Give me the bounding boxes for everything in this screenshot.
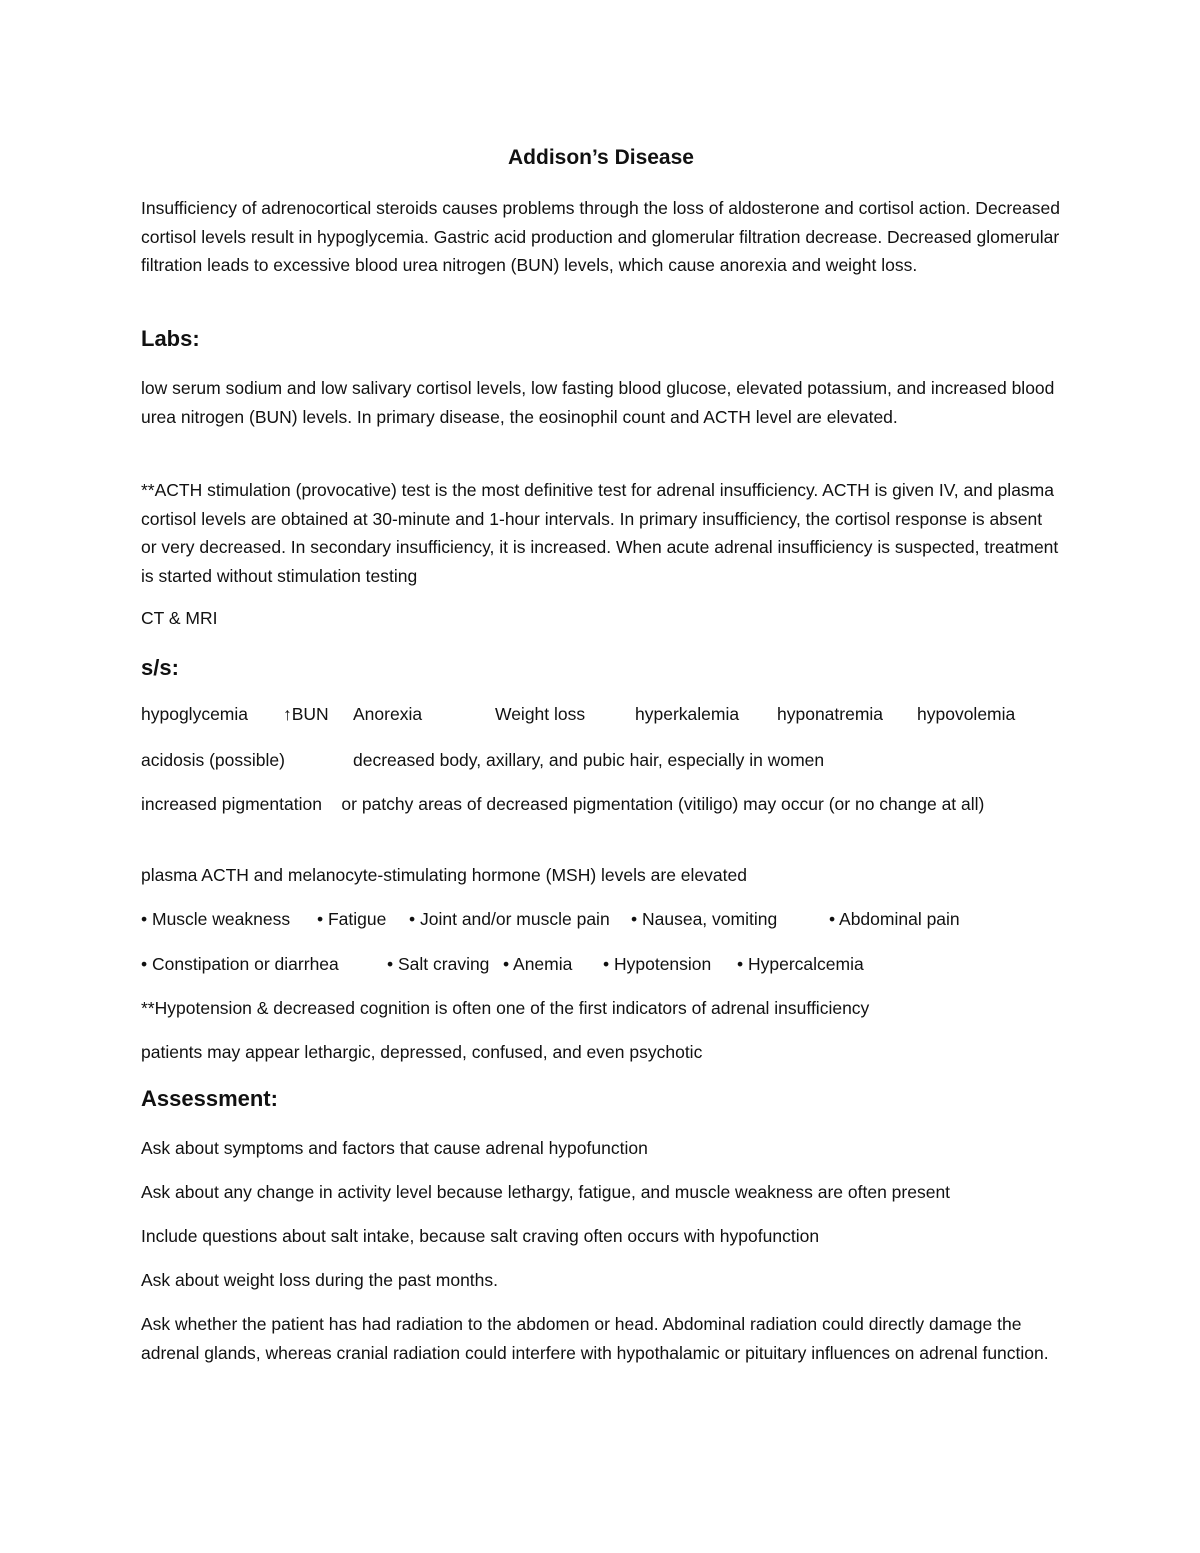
- bullet-item: • Anemia: [503, 954, 573, 974]
- assessment-item: Ask whether the patient has had radiation to the abdomen or head. Abdominal radiation could directly damage the adrenal glands, whereas cranial radiation could interfere with hypothalamic or pituitary influences on adrenal function.: [141, 1314, 1049, 1363]
- ss-item: Anorexia: [353, 704, 423, 724]
- intro-paragraph: Insufficiency of adrenocortical steroids causes problems through the loss of aldosterone and cortisol action. Decreased cortisol levels result in hypoglycemia. Gastric acid production and glomerular filtration decrease. Decreased glomerular filtration leads to excessive blood urea nitrogen (BUN) levels, which cause anorexia and weight loss.: [141, 198, 1060, 275]
- bullet-item: • Abdominal pain: [829, 909, 960, 929]
- ss-acth-paragraph: plasma ACTH and melanocyte-stimulating hormone (MSH) levels are elevated: [141, 865, 747, 885]
- bullet-item: • Muscle weakness: [141, 909, 291, 929]
- assessment-heading: Assessment:: [141, 1086, 278, 1111]
- ss-patients-paragraph: patients may appear lethargic, depressed, confused, and even psychotic: [141, 1042, 703, 1062]
- labs-paragraph-1: low serum sodium and low salivary cortisol levels, low fasting blood glucose, elevated potassium, and increased blood urea nitrogen (BUN) levels. In primary disease, the eosinophil count and ACTH level are elevated.: [141, 378, 1055, 427]
- ss-item: hypoglycemia: [141, 704, 248, 724]
- assessment-item: Ask about weight loss during the past months.: [141, 1270, 499, 1290]
- ss-item: ↑BUN: [283, 704, 329, 724]
- assessment-item: Ask about symptoms and factors that cause adrenal hypofunction: [141, 1138, 648, 1158]
- bullet-item: • Hypercalcemia: [737, 954, 864, 974]
- ss-pigment-paragraph: increased pigmentation or patchy areas of decreased pigmentation (vitiligo) may occur (or no change at all): [141, 794, 985, 814]
- bullet-item: • Joint and/or muscle pain: [409, 909, 610, 929]
- ss-item: Weight loss: [495, 704, 586, 724]
- page-title: Addison’s Disease: [508, 146, 694, 169]
- bullet-item: • Nausea, vomiting: [631, 909, 778, 929]
- labs-paragraph-3: CT & MRI: [141, 608, 218, 628]
- assessment-item: Ask about any change in activity level because lethargy, fatigue, and muscle weakness are often present: [141, 1182, 951, 1202]
- bullet-item: • Fatigue: [317, 909, 387, 929]
- bullet-item: • Salt craving: [387, 954, 490, 974]
- labs-paragraph-2: **ACTH stimulation (provocative) test is the most definitive test for adrenal insufficiency. ACTH is given IV, and plasma cortisol levels are obtained at 30-minute and 1-hour intervals. In primary insufficiency, the cortisol response is absent or very decreased. In secondary insufficiency, it is increased. When acute adrenal insufficiency is suspected, treatment is started without stimulation testing: [141, 480, 1059, 586]
- assessment-item: Include questions about salt intake, because salt craving often occurs with hypofunction: [141, 1226, 820, 1246]
- labs-heading: Labs:: [141, 326, 200, 351]
- ss-heading: s/s:: [141, 655, 179, 680]
- ss-item: hypovolemia: [917, 704, 1016, 724]
- bullet-item: • Constipation or diarrhea: [141, 954, 339, 974]
- ss-item: hyperkalemia: [635, 704, 740, 724]
- ss-item: acidosis (possible): [141, 750, 285, 770]
- ss-hypotension-paragraph: **Hypotension & decreased cognition is often one of the first indicators of adrenal insufficiency: [141, 998, 870, 1018]
- ss-item: hyponatremia: [777, 704, 884, 724]
- bullet-item: • Hypotension: [603, 954, 712, 974]
- ss-item: decreased body, axillary, and pubic hair, especially in women: [353, 750, 825, 770]
